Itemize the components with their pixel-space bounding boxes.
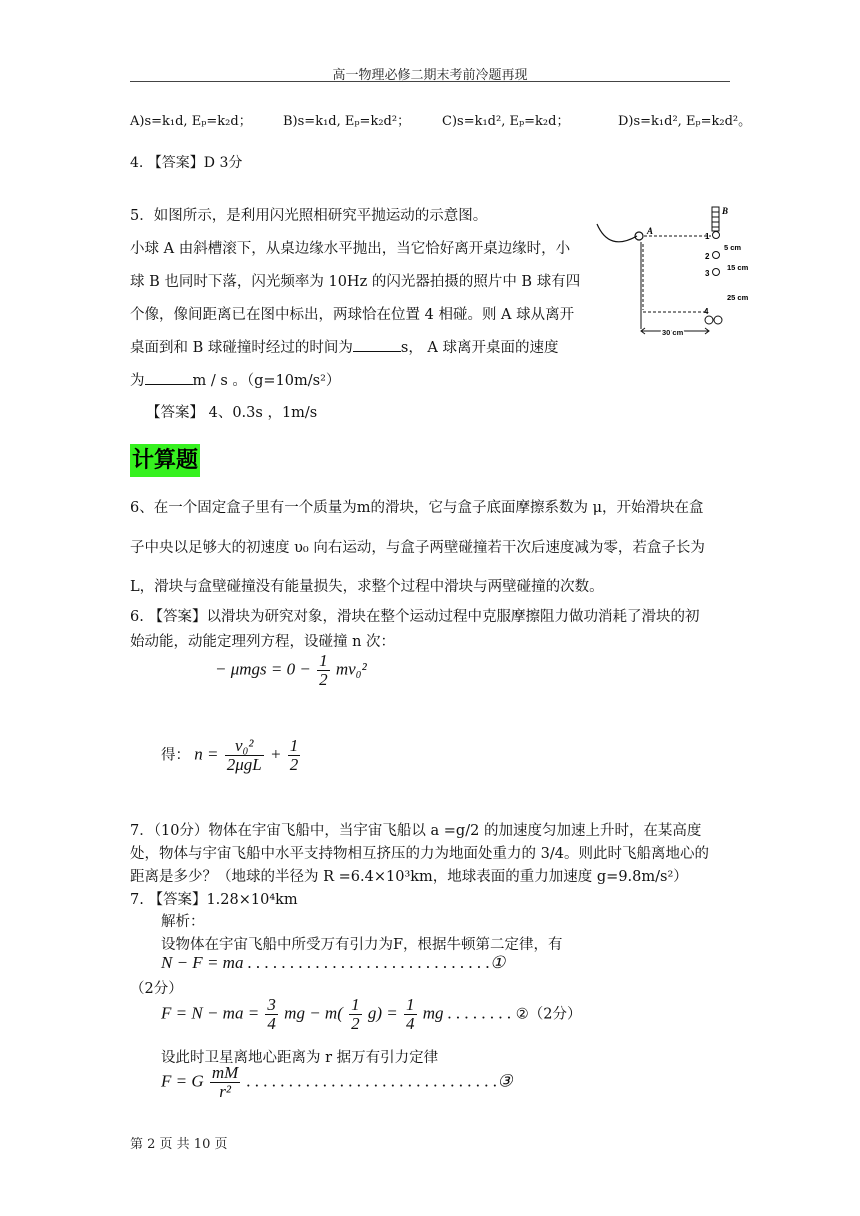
numerator: 3 xyxy=(267,995,276,1014)
q5-line5-b: s， A 球离开桌面的速度 xyxy=(400,340,559,356)
q4-answer: 4. 【答案】D 3分 xyxy=(130,155,243,171)
page-footer: 第 2 页 共 10 页 xyxy=(130,1137,228,1152)
eq-part: − μmgs = 0 − xyxy=(215,659,311,679)
eq-score: ②（2分） xyxy=(515,1006,582,1023)
denominator: 4 xyxy=(267,1014,276,1033)
answer-blank xyxy=(353,337,401,352)
eq-part: mg − m( xyxy=(284,1003,343,1023)
eq-part: g) = xyxy=(367,1003,398,1023)
label-1: 1 xyxy=(705,232,710,241)
q7-line3: 距离是多少？（地球的半径为 R =6.4×10³km，地球表面的重力加速度 g=9.8m/s²） xyxy=(130,869,688,885)
answer-blank xyxy=(145,370,193,385)
q6-line3: L，滑块与盒壁碰撞没有能量损失，求整个过程中滑块与两壁碰撞的次数。 xyxy=(130,579,604,595)
fraction xyxy=(404,996,417,1033)
fraction xyxy=(288,737,301,774)
denominator: 2 xyxy=(351,1014,360,1033)
label-2: 2 xyxy=(705,252,710,261)
denominator: 4 xyxy=(406,1014,415,1033)
q6-line1: 6、在一个固定盒子里有一个质量为m的滑块，它与盒子底面摩擦系数为 μ，开始滑块在盒 xyxy=(130,500,704,516)
label-a: A xyxy=(647,226,654,236)
q7-eq1-score: （2分） xyxy=(130,981,183,997)
eq-dots: . . . . . . . . . . . . . . . . . . . . . . . . . . . . . .③ xyxy=(246,1071,513,1091)
option-a: A)s=k₁d, Eₚ=k₂d； xyxy=(130,114,252,129)
eq-prefix: 得： xyxy=(161,747,190,764)
q6-answer-line2: 始动能，动能定理列方程，设碰撞 n 次： xyxy=(130,634,396,650)
q7-line1: 7．（10分）物体在宇宙飞船中，当宇宙飞船以 a =g/2 的加速度匀加速上升时，在某高度 xyxy=(130,823,702,839)
ramp-curve xyxy=(597,224,637,242)
label-25cm: 25 cm xyxy=(727,293,749,302)
label-b: B xyxy=(722,206,729,216)
denominator: 2 xyxy=(319,670,328,689)
eq-part: F = N − ma = xyxy=(161,1003,260,1023)
q5-line5 xyxy=(130,336,559,357)
q7-equation-2 xyxy=(161,996,582,1033)
numerator: 1 xyxy=(319,651,328,670)
q7-analysis-label: 解析： xyxy=(161,914,205,930)
numerator: v₀² xyxy=(225,737,264,756)
option-d: D)s=k₁d², Eₚ=k₂d²。 xyxy=(618,114,752,129)
q7-step2: 设此时卫星离地心距离为 r 据万有引力定律 xyxy=(161,1050,439,1066)
numerator: mM xyxy=(211,1063,239,1082)
ball-b-1 xyxy=(713,232,720,239)
page-header: 高一物理必修二期末考前冷题再现 xyxy=(332,68,528,83)
label-5cm: 5 cm xyxy=(724,243,742,252)
q5-line6-a: 为 xyxy=(130,373,145,389)
eq-part: mg . . . . . . . . xyxy=(422,1003,512,1023)
q6-equation-2 xyxy=(161,737,302,774)
ball-b-4 xyxy=(714,316,722,324)
q5-line5-a: 桌面到和 B 球碰撞时经过的时间为 xyxy=(130,340,353,356)
label-15cm: 15 cm xyxy=(727,263,749,272)
q5-line2: 小球 A 由斜槽滚下，从桌边缘水平抛出，当它恰好离开桌边缘时，小 xyxy=(130,241,571,257)
ball-b-2 xyxy=(713,252,720,259)
q7-equation-1: N − F = ma . . . . . . . . . . . . . . . . . . . . . . . . . . . . .① xyxy=(161,953,506,972)
ball-b-3 xyxy=(713,269,720,276)
q6-answer-line1: 6. 【答案】以滑块为研究对象，滑块在整个运动过程中克服摩擦阻力做功消耗了滑块的初 xyxy=(130,609,700,625)
q5-line1: 5．如图所示，是利用闪光照相研究平抛运动的示意图。 xyxy=(130,208,488,224)
label-3: 3 xyxy=(705,269,710,278)
option-c: C)s=k₁d², Eₚ=k₂d； xyxy=(442,114,570,129)
numerator: 1 xyxy=(289,736,299,755)
eq-part: n = xyxy=(194,744,219,764)
q6-equation-1 xyxy=(215,652,367,689)
fraction xyxy=(317,652,330,689)
q5-line6 xyxy=(130,369,340,390)
denominator: 2 xyxy=(289,755,299,774)
q5-line6-b: m / s 。（g=10m/s²） xyxy=(192,373,341,389)
q7-line2: 处，物体与宇宙飞船中水平支持物相互挤压的力为地面处重力的 3/4。则此时飞船离地心的 xyxy=(130,846,709,862)
fraction xyxy=(265,996,278,1033)
option-b: B)s=k₁d, Eₚ=k₂d²； xyxy=(283,114,411,129)
q7-step1: 设物体在宇宙飞船中所受万有引力为F，根据牛顿第二定律，有 xyxy=(161,937,563,953)
q5-line4: 个像，像间距离已在图中标出，两球恰在位置 4 相碰。则 A 球从离开 xyxy=(130,307,575,323)
section-title: 计算题 xyxy=(130,444,200,477)
q5-line3: 球 B 也同时下落，闪光频率为 10Hz 的闪光器拍摄的照片中 B 球有四 xyxy=(130,274,581,290)
denominator: r² xyxy=(219,1082,231,1101)
label-4: 4 xyxy=(704,307,709,316)
fraction xyxy=(225,737,264,774)
eq-part: mv₀² xyxy=(335,659,367,679)
q5-answer: 【答案】 4、0.3s ，1m/s xyxy=(146,405,318,421)
ball-a-4 xyxy=(705,316,713,324)
q6-line2: 子中央以足够大的初速度 υ₀ 向右运动，与盒子两壁碰撞若干次后速度减为零，若盒子长为 xyxy=(130,540,705,556)
eq-part: + xyxy=(269,744,282,764)
fraction xyxy=(349,996,362,1033)
q7-equation-3 xyxy=(161,1064,513,1101)
denominator: 2μgL xyxy=(226,755,262,774)
header-rule xyxy=(130,81,730,82)
numerator: 1 xyxy=(351,995,360,1014)
eq-part: F = G xyxy=(161,1071,204,1091)
fraction xyxy=(210,1064,240,1101)
q7-answer: 7. 【答案】1.28×10⁴km xyxy=(130,892,298,908)
label-30cm: 30 cm xyxy=(662,328,684,337)
projectile-figure xyxy=(595,204,749,344)
numerator: 1 xyxy=(406,995,415,1014)
